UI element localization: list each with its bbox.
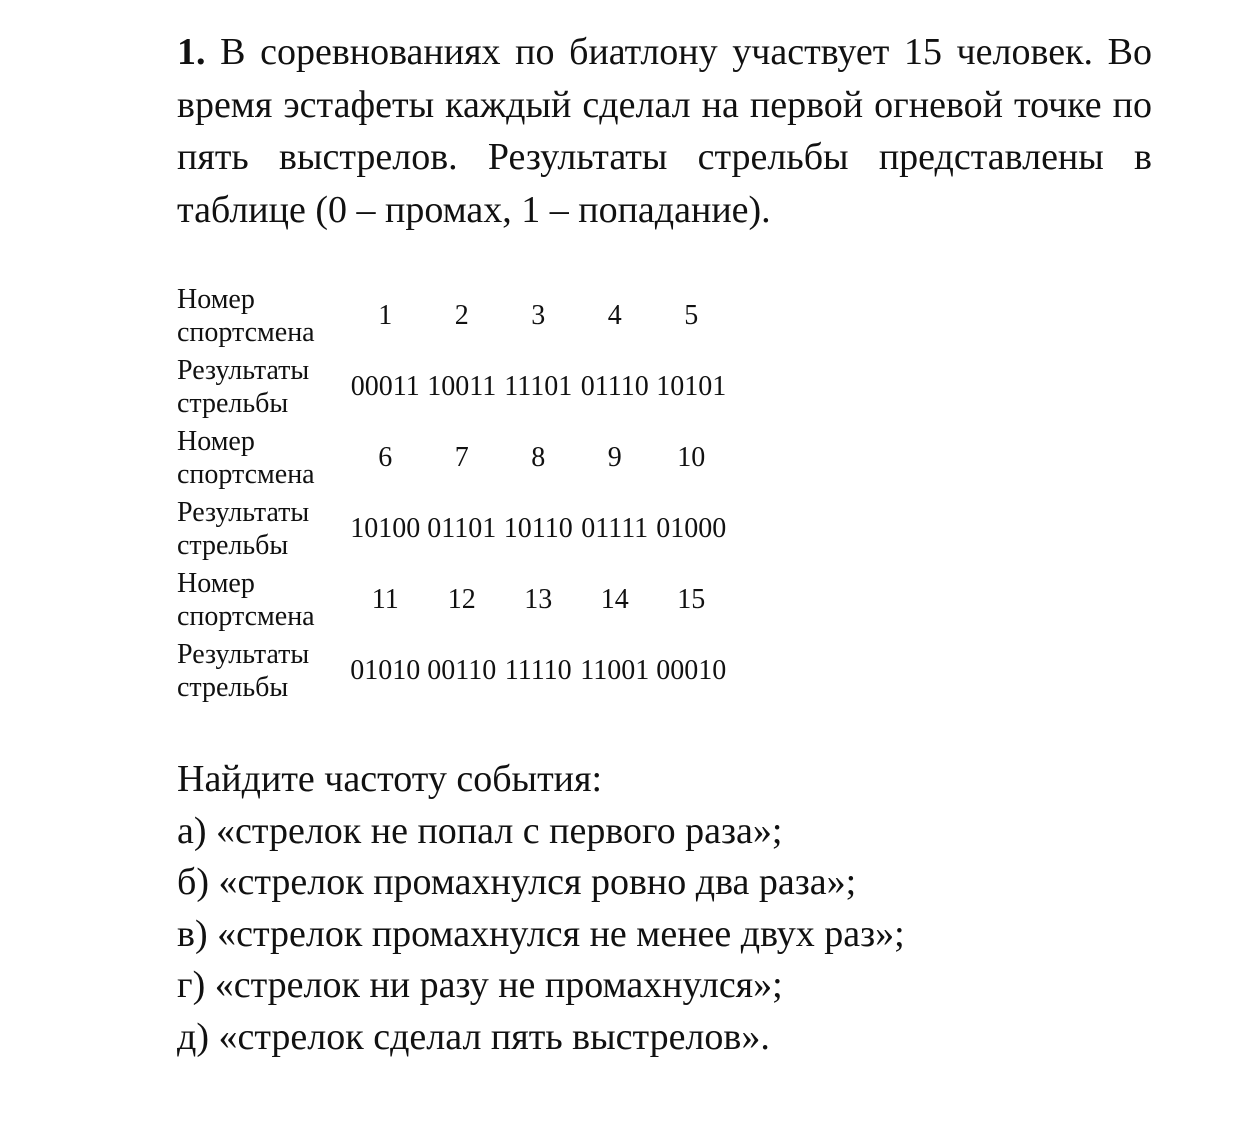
athlete-number-cell: 14	[600, 583, 629, 615]
question-item-b: б) «стрелок промахнулся ровно два раза»;	[177, 861, 857, 903]
question-item-v: в) «стрелок промахнулся не менее двух раз»;	[177, 912, 905, 955]
shooting-result-cell: 11110	[504, 654, 572, 686]
question-item-g: г) «стрелок ни разу не промахнулся»;	[177, 964, 783, 1006]
row-label-line1: Номер	[177, 567, 255, 599]
shooting-result-cell: 01110	[580, 370, 649, 402]
shooting-results-row	[177, 493, 730, 564]
shooting-result-cell: 01111	[581, 512, 649, 544]
athlete-number-cell: 2	[454, 299, 469, 331]
athlete-number-row	[177, 280, 730, 351]
shooting-result-cell: 10100	[350, 512, 421, 544]
problem-statement	[177, 26, 1152, 236]
row-label-line2: спортсмена	[177, 600, 315, 632]
shooting-result-cell: 00010	[656, 654, 727, 686]
row-label-line2: стрельбы	[177, 387, 289, 419]
shooting-results-row	[177, 351, 730, 422]
row-label	[177, 351, 347, 422]
athlete-number-cell: 8	[531, 441, 546, 473]
row-label	[177, 493, 347, 564]
problem-number: 1.	[177, 31, 206, 73]
shooting-result-cell: 10011	[427, 370, 497, 402]
question-block	[177, 754, 1152, 1063]
athlete-number-cell: 7	[454, 441, 469, 473]
shooting-result-cell: 00011	[350, 370, 420, 402]
athlete-number-cell: 13	[524, 583, 553, 615]
athlete-number-row	[177, 564, 730, 635]
shooting-result-cell: 10101	[656, 370, 727, 402]
row-label-line2: стрельбы	[177, 529, 289, 561]
shooting-result-cell: 01010	[350, 654, 421, 686]
row-label-line1: Результаты	[177, 496, 310, 528]
shooting-result-cell: 01000	[656, 512, 727, 544]
athlete-number-cell: 11	[371, 583, 399, 615]
athlete-number-cell: 3	[531, 299, 546, 331]
problem-page	[177, 26, 1152, 1063]
shooting-results-table	[177, 280, 730, 706]
athlete-number-row	[177, 422, 730, 493]
row-label	[177, 422, 347, 493]
row-label-line1: Результаты	[177, 354, 310, 386]
athlete-number-cell: 5	[684, 299, 699, 331]
row-label-line2: стрельбы	[177, 671, 289, 703]
row-label-line1: Номер	[177, 283, 255, 315]
athlete-number-cell: 4	[607, 299, 622, 331]
athlete-number-cell: 10	[677, 441, 706, 473]
row-label	[177, 564, 347, 635]
shooting-result-cell: 01101	[427, 512, 497, 544]
row-label	[177, 635, 347, 706]
athlete-number-cell: 1	[378, 299, 393, 331]
question-item-a: а) «стрелок не попал с первого раза»;	[177, 809, 783, 852]
row-label-line1: Номер	[177, 425, 255, 457]
problem-text: В соревнованиях по биатлону участвует 15 человек. Во время эстафеты каждый сделал на первой огневой точке по пять выстрелов. Результаты стрельбы представлены в таблице (0 – промах, 1 – попадание).	[177, 31, 1153, 231]
row-label	[177, 280, 347, 351]
shooting-result-cell: 11101	[504, 370, 573, 402]
athlete-number-cell: 9	[607, 441, 622, 473]
athlete-number-cell: 15	[677, 583, 706, 615]
row-label-line2: спортсмена	[177, 316, 315, 348]
shooting-results-row	[177, 635, 730, 706]
shooting-result-cell: 00110	[427, 654, 497, 686]
question-prompt: Найдите частоту события:	[177, 758, 603, 800]
row-label-line2: спортсмена	[177, 458, 315, 490]
question-item-d: д) «стрелок сделал пять выстрелов».	[177, 1015, 770, 1058]
athlete-number-cell: 6	[378, 441, 393, 473]
shooting-result-cell: 10110	[503, 512, 573, 544]
athlete-number-cell: 12	[447, 583, 476, 615]
shooting-result-cell: 11001	[580, 654, 650, 686]
row-label-line1: Результаты	[177, 638, 310, 670]
